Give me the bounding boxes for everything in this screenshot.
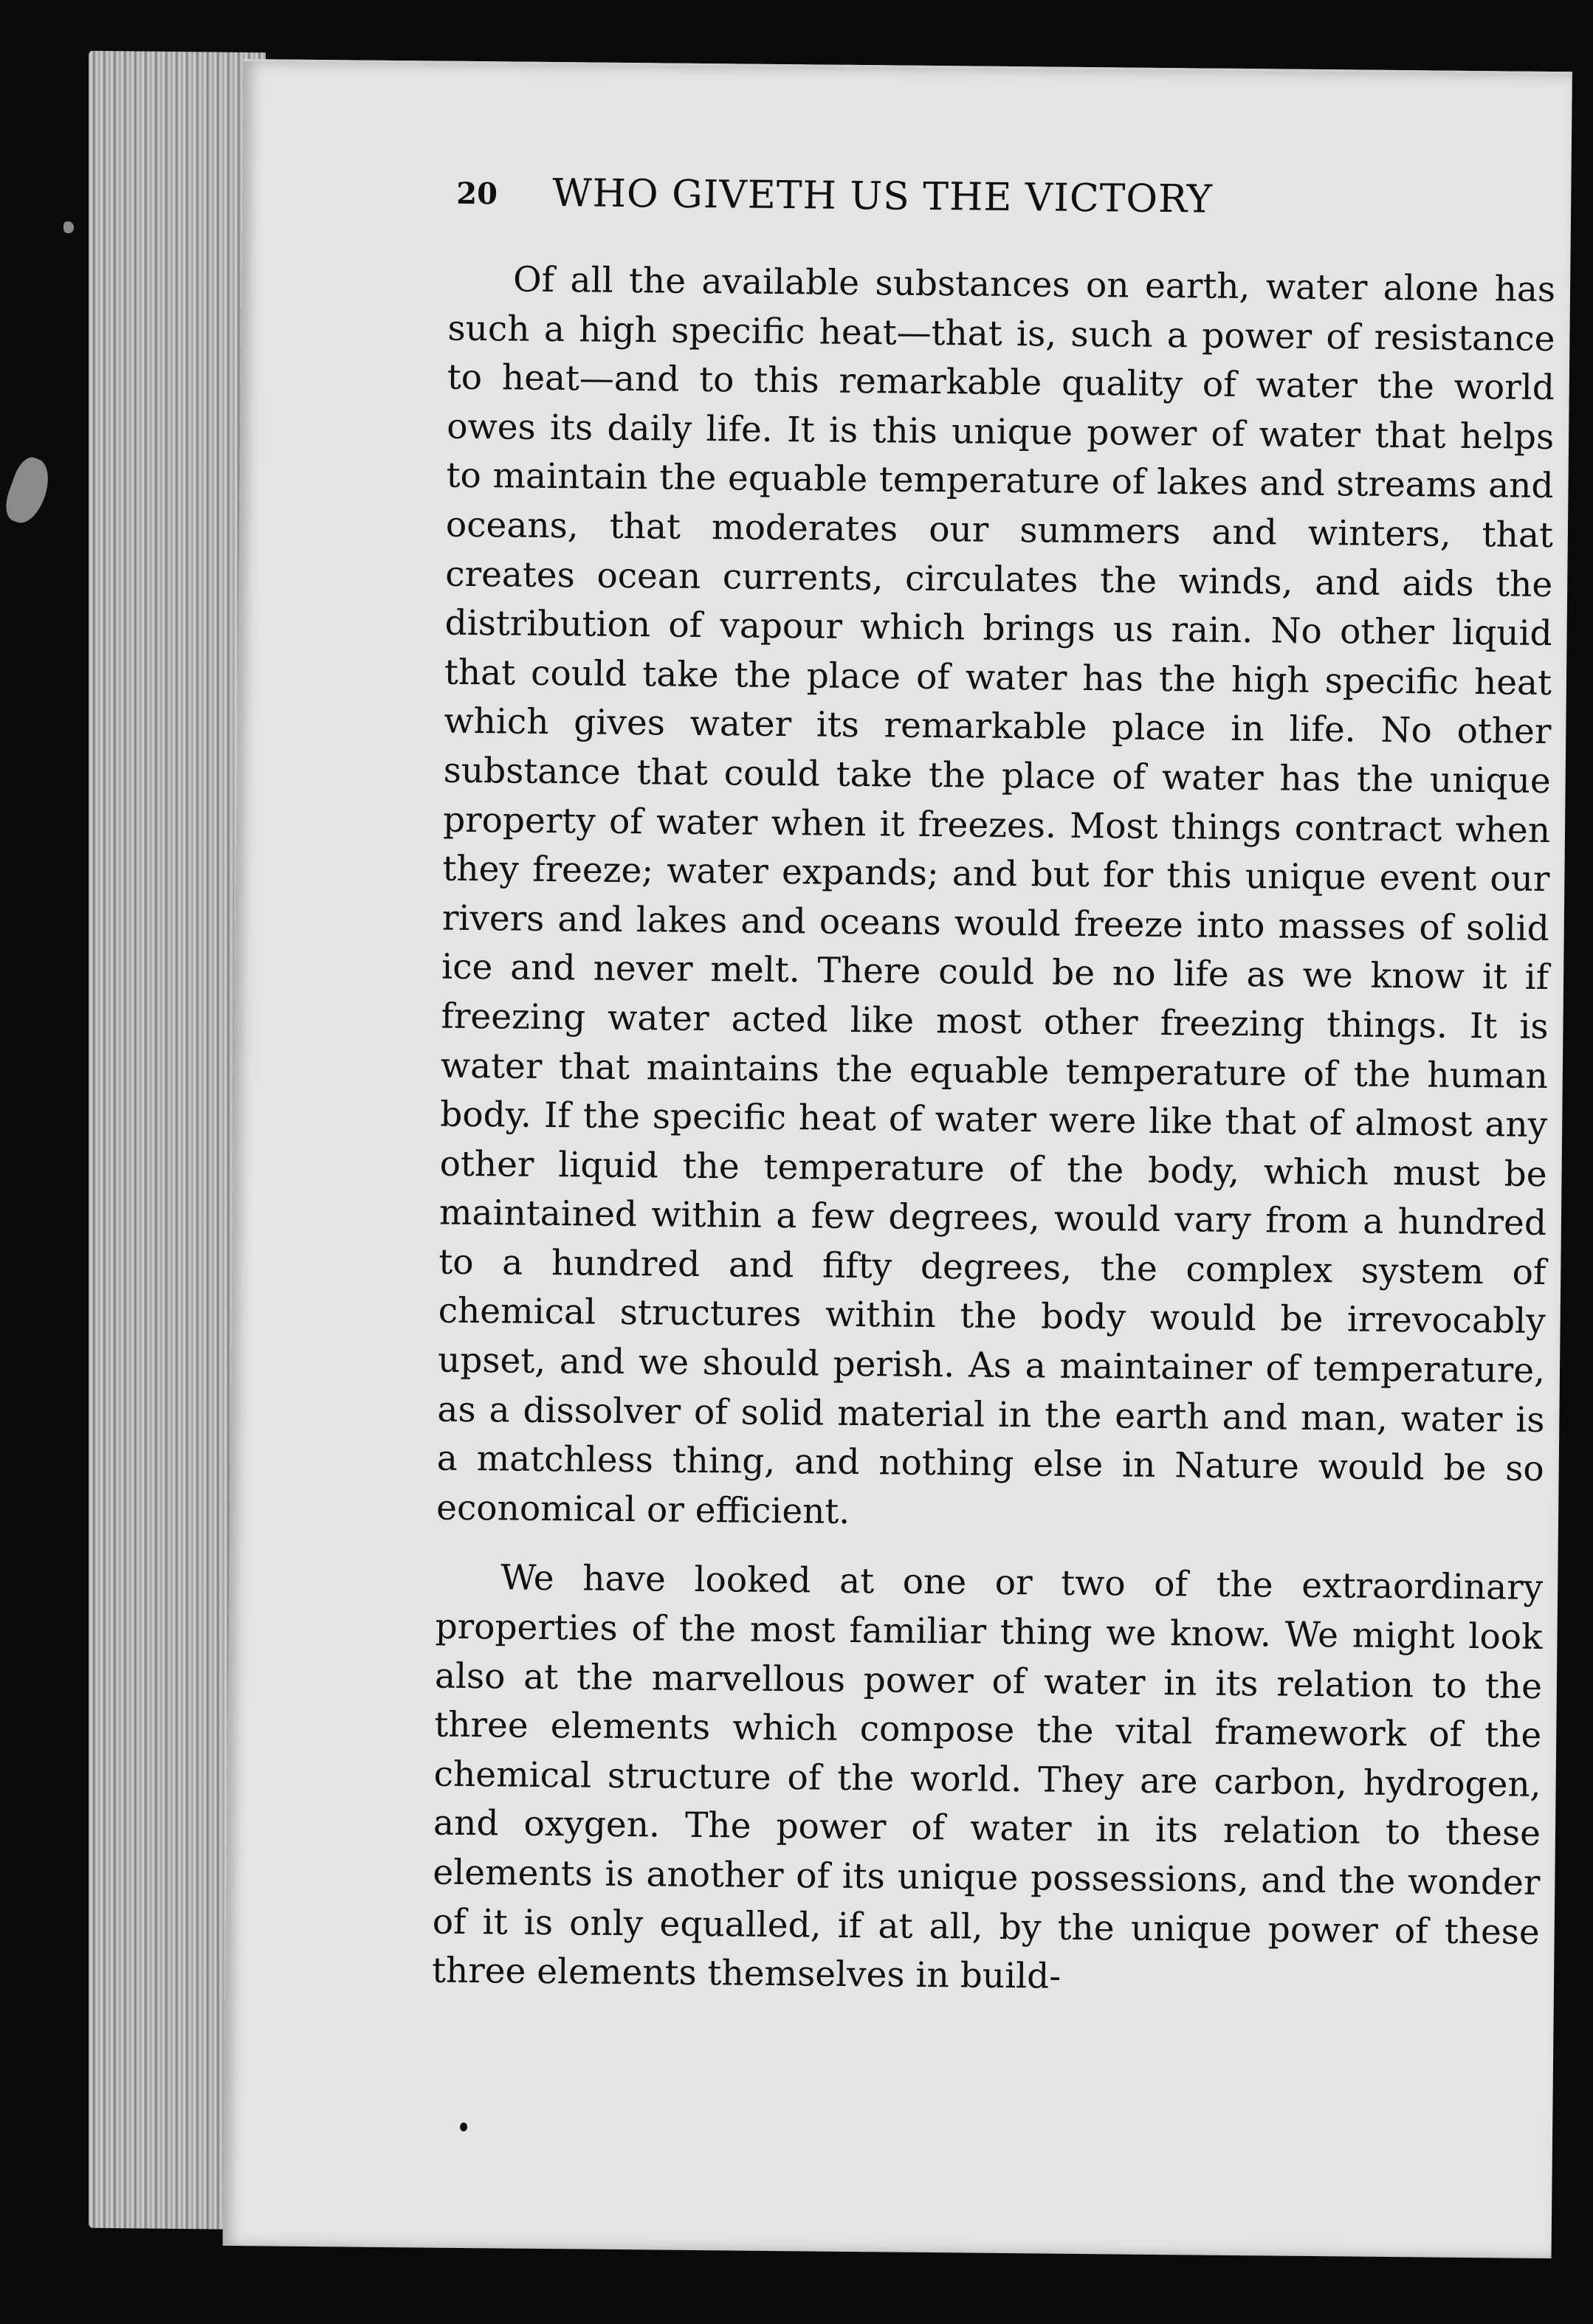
running-title: WHO GIVETH US THE VICTORY [551,171,1214,222]
page-number: 20 [456,176,498,212]
paragraph: Of all the available substances on earth, water alone has such a high specific heat—that is, such a power of resistance to heat—and to this remarkable quality of water the world owes its daily life. It is this unique power of water that helps to maintain the equable temperature of lakes and streams and oceans, that moderates our summers and winters, that creates ocean currents, circulates the winds, and aids the distribution of vapour which brings us rain. No other liquid that could take the place of water has the high specific heat which gives water its remarkable place in life. No other substance that could take the place of water has the unique property of water when it freezes. Most things contract when they freeze; water expands; and but for this unique event our rivers and lakes and oceans would freeze into masses of solid ice and never melt. There could be no life as we know it if freezing water acted like most other freezing things. It is water that maintains the equable temperature of the human body. If the specific heat of water were like that of almost any other liquid the temperature of the body, which must be maintained within a few degrees, would vary from a hundred to a hundred and fifty degrees, the complex system of chemical structures within the body would be irrevocably upset, and we should perish. As a maintainer of temperature, as a dissolver of solid material in the earth and man, water is a matchless thing, and nothing else in Nature would be so economical or efficient. [436,259,1556,1532]
paragraph: We have looked at one or two of the extraordinary properties of the most familiar thing we know. We might look also at the marvellous power of water in its relation to the three elements which compose the vital framework of the chemical structure of the world. They are carbon, hydrogen, and oxygen. The power of water in its relation to these elements is another of its unique possessions, and the wonder of it is only equalled, if at all, by the unique power of these three elements themselves in build- [431,1557,1544,1997]
body-text [432,255,1556,2007]
ink-mark [460,2123,467,2131]
paper-speck [0,454,56,528]
page-header [456,170,1593,248]
paper-speck [63,221,74,233]
book-page [223,59,1572,2258]
